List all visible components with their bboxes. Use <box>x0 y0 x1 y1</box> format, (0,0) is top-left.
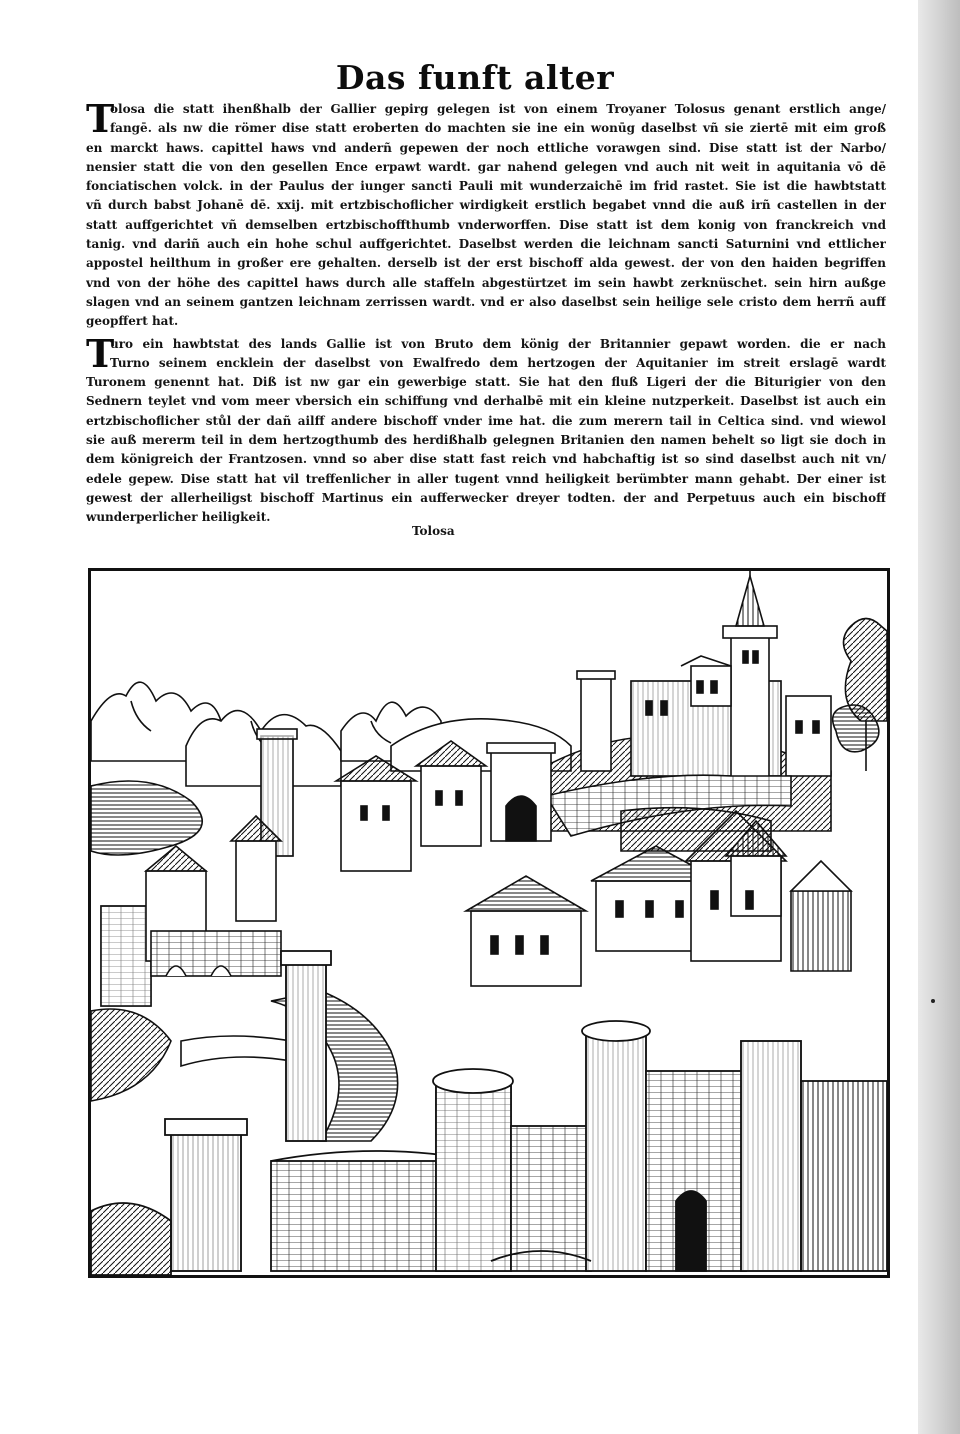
catchword: Tolosa <box>412 524 455 538</box>
foreground-walls <box>91 951 887 1275</box>
drop-initial: T <box>86 330 115 376</box>
text-block <box>86 96 886 528</box>
text-line: sie auß mererm teil in dem hertzogthumb des herdißhalb gelegnen Britanien den namen behelt so ligt sie doch in <box>86 433 886 448</box>
text-line: Turonem genennt hat. Diß ist nw gar ein gewerbige statt. Sie hat den fluß Ligeri der die Biturigier von den <box>86 375 886 390</box>
hill-castle <box>546 571 831 836</box>
paragraph-turonis <box>86 330 886 528</box>
trees-right <box>833 619 887 772</box>
text-line: fangē. als nw die römer dise statt eroberten do machten sie ine ein wonūg daselbst vñ sie ziertē mit eim groß <box>110 121 886 136</box>
text-line: uro ein hawbtstat des lands Gallie ist von Bruto dem könig der Britannier gepawt worden. die er nach <box>110 336 886 351</box>
city-woodcut-illustration <box>88 568 890 1278</box>
paragraph-tolosa <box>86 96 886 332</box>
text-line: edele gepew. Dise statt hat vil treffenlicher in aller tugent vnnd heiligkeit berümbter mann gehabt. Der einer ist <box>86 471 886 486</box>
text-line: geopffert hat. <box>86 314 179 329</box>
text-line: appostel heilthum in großer ere gehalten. derselb ist der erst bischoff alda gewest. der von den haiden begriffen <box>86 256 886 271</box>
page-title: Das funft alter <box>335 58 615 97</box>
drop-initial: T <box>86 96 115 141</box>
text-line: nensier statt die von den gesellen Ence erpawt wardt. gar nahend gelegen vnd auch nit weit in aquitania vō dē <box>86 159 886 174</box>
text-line: Turno seinem encklein der daselbst von Ewalfredo dem hertzogen der Aquitanier im streit erslagē wardt <box>110 355 886 370</box>
text-line: en marckt haws. capittel haws vnd anderñ gepewen der noch ettliche vorawgen sind. Dise statt ist der Narbo/ <box>86 140 886 155</box>
text-line: wunderperlicher heiligkeit. <box>86 510 271 525</box>
text-line: Sednern teylet vnd vom meer vbersich ein schiffung vnd derhalbē mit ein kleine nutzperkeit. Daselbst ist auch ein <box>86 394 886 409</box>
text-line: gewest der allerheiligst bischoff Martinus ein aufferwecker dreyer todten. der and Perpetuus auch ein bischoff <box>86 490 886 505</box>
page-header <box>0 58 960 97</box>
woodcut-drawing <box>91 571 887 1275</box>
text-line: olosa die statt ihenßhalb der Gallier gepirg gelegen ist von einem Troyaner Tolosus genant erstlich ange/ <box>110 102 886 116</box>
text-line: slagen vnd an seinem gantzen leichnam zerrissen wardt. vnd er also daselbst sein heilige sele cristo dem herrñ auff <box>86 294 886 309</box>
text-line: statt auffgerichtet vñ demselben ertzbischoffthumb vnderworffen. Dise statt ist dem konig von franckreich vnd <box>86 217 886 232</box>
text-line: dem königreich der Frantzosen. vnnd so aber dise statt fast reich vnd habchaftig ist so sind daselbst auch nit vn/ <box>86 452 886 467</box>
stray-ink-mark <box>929 998 937 1004</box>
text-line: ertzbischoflicher stůl der dañ ailff andere bischoff vnder ime hat. die zum merern tail in Celtica sind. vnd wiewol <box>86 413 886 428</box>
page-gutter-shadow <box>918 0 960 1434</box>
text-line: vnd von der höhe des capittel haws durch alle staffeln abgestürtzet im sein hawbt zerknüschet. sein hirn außge <box>86 275 886 290</box>
text-line: fonciatischen volck. in der Paulus der iunger sancti Pauli mit wunderzaichē im frid rastet. Sie ist die hawbtstatt <box>86 179 886 194</box>
text-line: vñ durch babst Johanē dē. xxij. mit ertzbischoflicher wirdigkeit erstlich begabet vnnd die auß irñ castellen in der <box>86 198 886 213</box>
text-line: tanig. vnd dariñ auch ein hohe schul auffgerichtet. Daselbst werden die leichnam sancti Saturnini vnd ettlicher <box>86 237 886 252</box>
